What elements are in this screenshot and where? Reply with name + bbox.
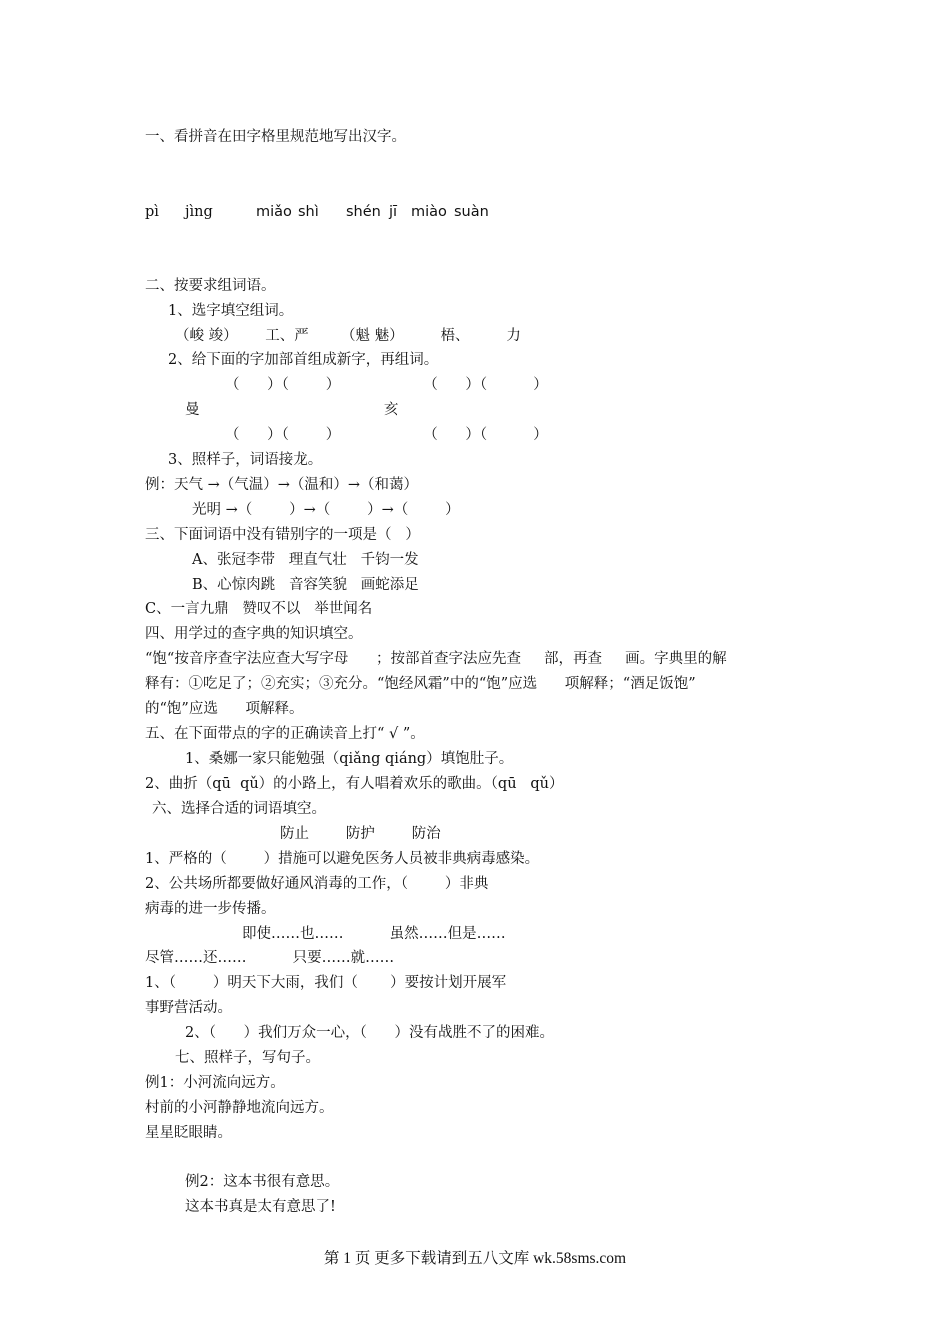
word-choices-2a: 即使……也…… 虽然……但是…… [242, 926, 506, 942]
item-2-3: 3、照样子，词语接龙。 [168, 452, 323, 468]
pinyin-miao2: miào [411, 204, 447, 220]
example-1-answer: 村前的小河静静地流向远方。 [145, 1100, 334, 1116]
item-2-1-options: （峻 竣） 工、严 （魁 魅） 梧、 力 [175, 328, 521, 344]
item-6-4: 2、（ ）我们万众一心，（ ）没有战胜不了的困难。 [185, 1025, 555, 1041]
section-5-heading: 五、在下面带点的字的正确读音上打“ √ ”。 [145, 726, 425, 742]
pinyin-shi: shì [298, 204, 319, 220]
section-2-heading: 二、按要求组词语。 [145, 278, 276, 294]
word-choices-2b: 尽管……还…… 只要……就…… [145, 950, 395, 966]
example-1: 例1：小河流向远方。 [145, 1075, 285, 1091]
option-a: A、张冠李带 理直气壮 千钧一发 [192, 552, 419, 568]
word-choices-1: 防止 防护 防治 [280, 826, 441, 842]
section-4-line-2: 释有：①吃足了；②充实；③充分。“饱经风霜”中的“饱”应选 项解释；“酒足饭饱” [145, 676, 696, 692]
pinyin-shen: shén [346, 204, 381, 220]
item-5-2: 2、曲折（qū qǔ）的小路上，有人唱着欢乐的歌曲。（qū qǔ） [145, 776, 564, 792]
pinyin-suan: suàn [454, 204, 489, 220]
item-6-2-cont: 病毒的进一步传播。 [145, 901, 276, 917]
blank-row-1: （ ）（ ） （ ）（ ） [225, 377, 548, 393]
example-2: 例2：这本书很有意思。 [185, 1174, 340, 1190]
section-4-line-3: 的“饱”应选 项解释。 [145, 701, 304, 717]
item-6-1: 1、严格的（ ）措施可以避免医务人员被非典病毒感染。 [145, 851, 540, 867]
page-footer: 第 1 页 更多下载请到五八文库 wk.58sms.com [323, 1250, 627, 1267]
item-2-1: 1、选字填空组词。 [168, 303, 294, 319]
blank-row-2: （ ）（ ） （ ）（ ） [225, 427, 548, 443]
section-4-line-1: “饱“按音序查字法应查大写字母 ；按部首查字法应先查 部，再查 画。字典里的解 [145, 651, 727, 667]
section-6-heading: 六、选择合适的词语填空。 [152, 801, 326, 817]
pinyin-jing: jìng [185, 204, 213, 220]
chain-exercise: 光明 →（ ）→（ ）→（ ） [192, 502, 460, 518]
item-6-2: 2、公共场所都要做好通风消毒的工作，（ ）非典 [145, 876, 489, 892]
section-4-heading: 四、用学过的查字典的知识填空。 [145, 626, 363, 642]
section-3-heading: 三、下面词语中没有错别字的一项是（ ） [145, 527, 420, 543]
exercise-7-1: 星星眨眼睛。 [145, 1125, 232, 1141]
option-c: C、一言九鼎 赞叹不以 举世闻名 [145, 601, 373, 617]
section-1-heading: 一、看拼音在田字格里规范地写出汉字。 [145, 129, 406, 145]
option-b: B、心惊肉跳 音容笑貌 画蛇添足 [192, 577, 419, 593]
pinyin-ji: jī [389, 204, 398, 220]
item-2-2: 2、给下面的字加部首组成新字，再组词。 [168, 352, 439, 368]
item-6-3-cont: 事野营活动。 [145, 1000, 232, 1016]
example-2-answer: 这本书真是太有意思了! [185, 1199, 336, 1215]
pinyin-pi: pì [145, 204, 159, 220]
item-6-3: 1、（ ）明天下大雨，我们（ ）要按计划开展军 [145, 975, 507, 991]
example-chain: 例：天气 →（气温）→（温和）→（和蔼） [145, 477, 419, 493]
item-5-1: 1、桑娜一家只能勉强（qiǎng qiáng）填饱肚子。 [185, 751, 514, 767]
section-7-heading: 七、照样子，写句子。 [175, 1050, 320, 1066]
pinyin-miao: miǎo [256, 204, 292, 220]
char-row: 曼 亥 [185, 402, 399, 418]
